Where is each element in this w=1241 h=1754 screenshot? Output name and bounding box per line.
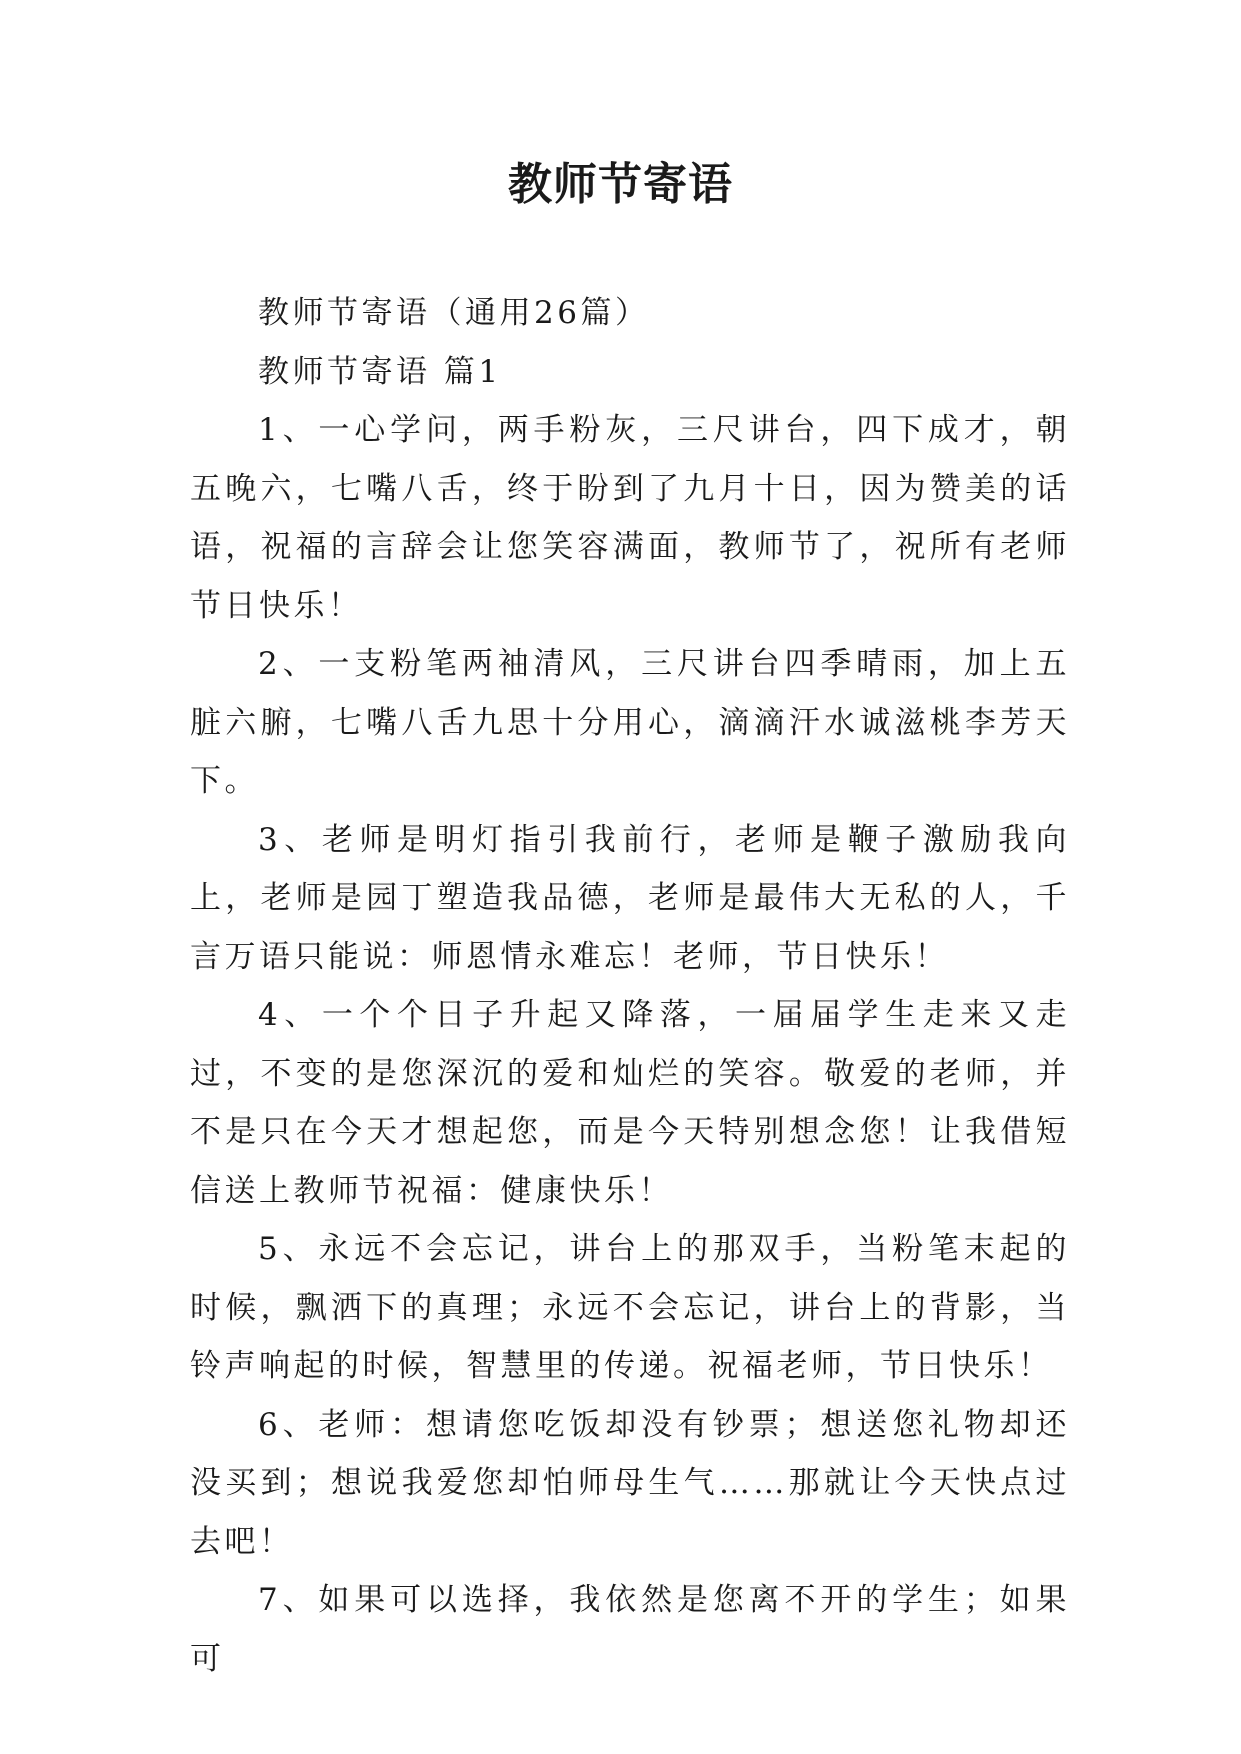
- paragraph-2: 2、一支粉笔两袖清风，三尺讲台四季晴雨，加上五脏六腑，七嘴八舌九思十分用心，滴滴汗水诚滋桃李芳天下。: [190, 646, 1070, 799]
- document-title: 教师节寄语: [508, 159, 733, 210]
- paragraph-3: 3、老师是明灯指引我前行，老师是鞭子激励我向上，老师是园丁塑造我品德，老师是最伟大无私的人，千言万语只能说：师恩情永难忘！老师，节日快乐！: [190, 821, 1070, 975]
- paragraph-6: 6、老师：想请您吃饭却没有钞票；想送您礼物却还没买到；想说我爱您却怕师母生气……那就让今天快点过去吧！: [190, 1406, 1070, 1560]
- section-heading: 教师节寄语 篇1: [258, 353, 502, 390]
- paragraph-4: 4、一个个日子升起又降落，一届届学生走来又走过，不变的是您深沉的爱和灿烂的笑容。敬爱的老师，并不是只在今天才想起您，而是今天特别想念您！让我借短信送上教师节祝福：健康快乐！: [190, 997, 1070, 1209]
- document-body: [190, 284, 1070, 1688]
- paragraph-7: 7、如果可以选择，我依然是您离不开的学生；如果可: [190, 1582, 1070, 1677]
- document-subtitle: 教师节寄语（通用26篇）: [258, 295, 650, 331]
- paragraph-1: 1、一心学问，两手粉灰，三尺讲台，四下成才，朝五晚六，七嘴八舌，终于盼到了九月十日，因为赞美的话语，祝福的言辞会让您笑容满面，教师节了，祝所有老师节日快乐！: [190, 412, 1070, 624]
- paragraph-5: 5、永远不会忘记，讲台上的那双手，当粉笔末起的时候，飘洒下的真理；永远不会忘记，讲台上的背影，当铃声响起的时候，智慧里的传递。祝福老师，节日快乐！: [190, 1231, 1070, 1384]
